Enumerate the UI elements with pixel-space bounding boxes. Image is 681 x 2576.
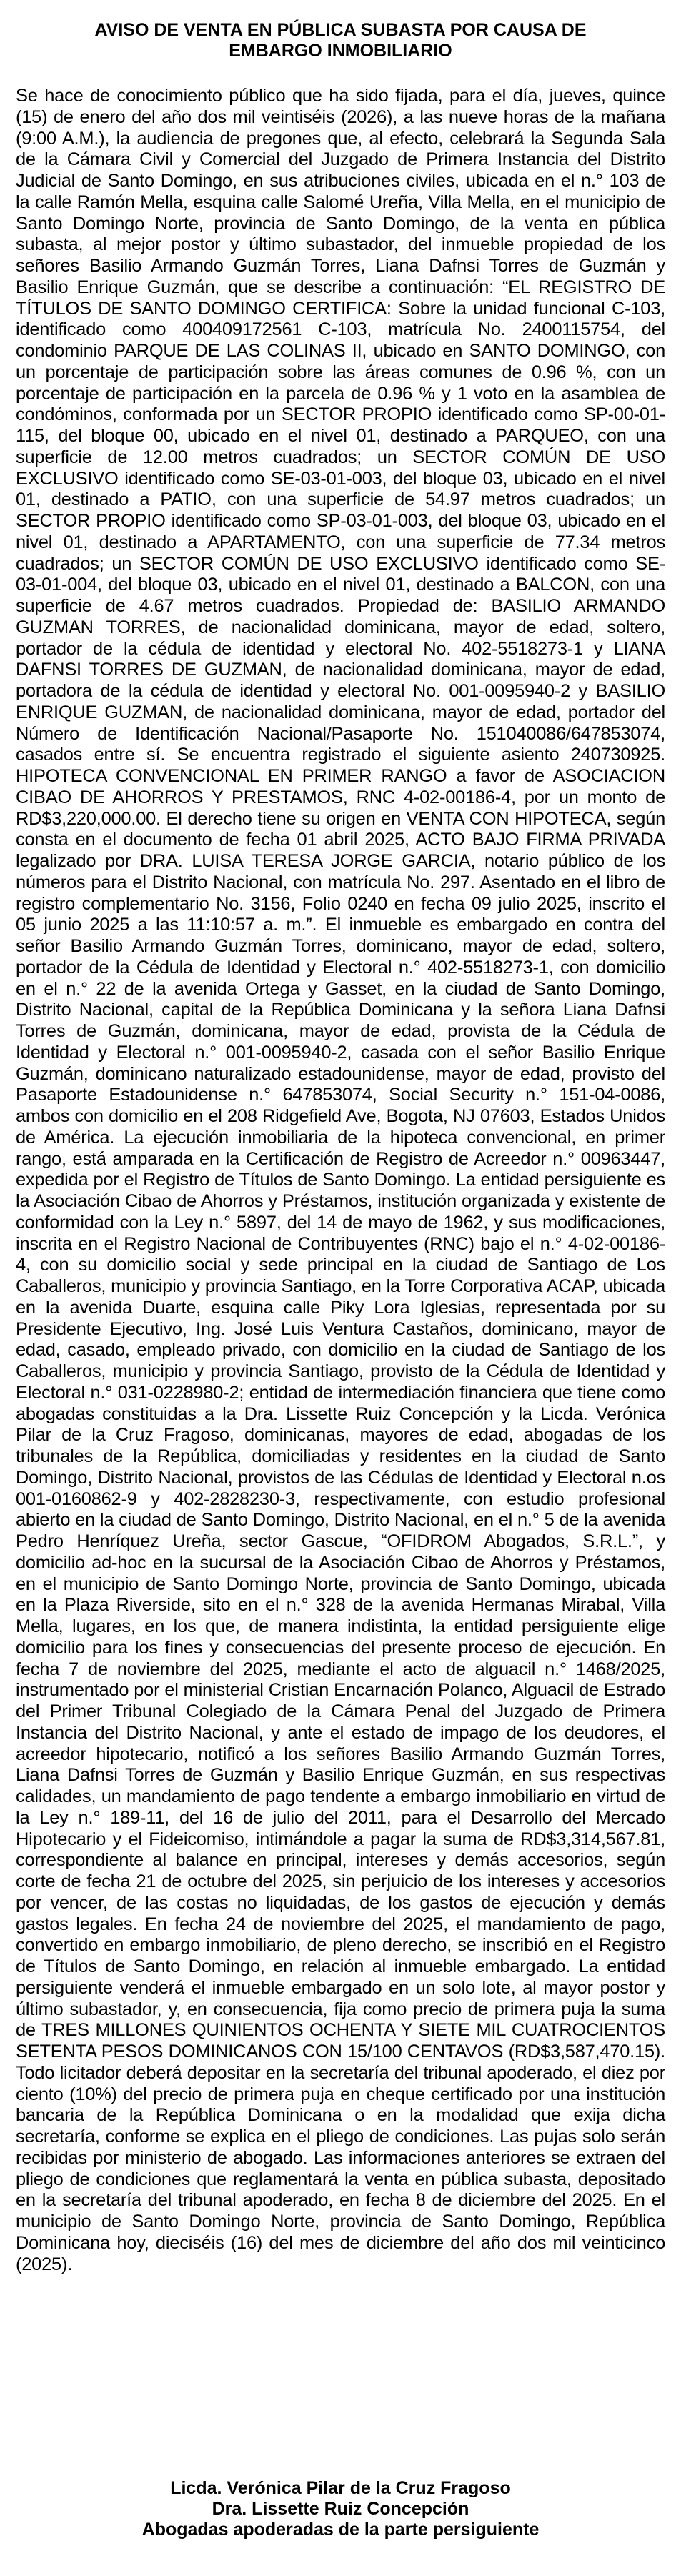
signatory-role: Abogadas apoderadas de la parte persiguiente: [141, 2520, 540, 2540]
notice-body: Se hace de conocimiento público que ha sido fijada, para el día, jueves, quince (15) de enero del año dos mil veintiséis (2026), a las nueve horas de la mañana (9:00 A.M.), la audiencia de pregones que, al efecto, celebrará la Segunda Sala de la Cámara Civil y Comercial del Juzgado de Primera Instancia del Distrito Judicial de Santo Domingo, en sus atribuciones civiles, ubicada en el n.° 103 de la calle Ramón Mella, esquina calle Salomé Ureña, Villa Mella, en el municipio de Santo Domingo Norte, provincia de Santo Domingo, de la venta en pública subasta, al mejor postor y último subastador, del inmueble propiedad de los señores Basilio Armando Guzmán Torres, Liana Dafnsi Torres de Guzmán y Basilio Enrique Guzmán, que se describe a continuación: “EL REGISTRO DE TÍTULOS DE SANTO DOMINGO CERTIFICA: Sobre la unidad funcional C-103, identificado como 400409172561 C-103, matrícula No. 2400115754, del condominio PARQUE DE LAS COLINAS II, ubicado en SANTO DOMINGO, con un porcentaje de participación sobre las áreas comunes de 0.96 %, con un porcentaje de participación en la parcela de 0.96 % y 1 voto en la asamblea de condóminos, conformada por un SECTOR PROPIO identificado como SP-00-01-115, del bloque 00, ubicado en el nivel 01, destinado a PARQUEO, con una superficie de 12.00 metros cuadrados; un SECTOR COMÚN DE USO EXCLUSIVO identificado como SE-03-01-003, del bloque 03, ubicado en el nivel 01, destinado a PATIO, con una superficie de 54.97 metros cuadrados; un SECTOR PROPIO identificado como SP-03-01-003, del bloque 03, ubicado en el nivel 01, destinado a APARTAMENTO, con una superficie de 77.34 metros cuadrados; un SECTOR COMÚN DE USO EXCLUSIVO identificado como SE-03-01-004, del bloque 03, ubicado en el nivel 01, destinado a BALCON, con una superficie de 4.67 metros cuadrados. Propiedad de: BASILIO ARMANDO GUZMAN TORRES, de nacionalidad dominicana, mayor de edad, soltero, portador de la cédula de identidad y electoral No. 402-5518273-1 y LIANA DAFNSI TORRES DE GUZMAN, de nacionalidad dominicana, mayor de edad, portadora de la cédula de identidad y electoral No. 001-0095940-2 y BASILIO ENRIQUE GUZMAN, de nacionalidad dominicana, mayor de edad, portador del Número de Identificación Nacional/Pasaporte No. 151040086/647853074, casados entre sí. Se encuentra registrado el siguiente asiento 240730925. HIPOTECA CONVENCIONAL EN PRIMER RANGO a favor de ASOCIACION CIBAO DE AHORROS Y PRESTAMOS, RNC 4-02-00186-4, por un monto de RD$3,220,000.00. El derecho tiene su origen en VENTA CON HIPOTECA, según consta en el documento de fecha 01 abril 2025, ACTO BAJO FIRMA PRIVADA legalizado por DRA. LUISA TERESA JORGE GARCIA, notario público de los números para el Distrito Nacional, con matrícula No. 297. Asentado en el libro de registro complementario No. 3156, Folio 0240 en fecha 09 julio 2025, inscrito el 05 junio 2025 a las 11:10:57 a. m.”. El inmueble es embargado en contra del señor Basilio Armando Guzmán Torres, dominicano, mayor de edad, soltero, portador de la Cédula de Identidad y Electoral n.° 402-5518273-1, con domicilio en el n.° 22 de la avenida Ortega y Gasset, en la ciudad de Santo Domingo, Distrito Nacional, capital de la República Dominicana y la señora Liana Dafnsi Torres de Guzmán, dominicana, mayor de edad, provista de la Cédula de Identidad y Electoral n.° 001-0095940-2, casada con el señor Basilio Enrique Guzmán, dominicano naturalizado estadounidense, mayor de edad, provisto del Pasaporte Estadounidense n.° 647853074, Social Security n.° 151-04-0086, ambos con domicilio en el 208 Ridgefield Ave, Bogota, NJ 07603, Estados Unidos de América. La ejecución inmobiliaria de la hipoteca convencional, en primer rango, está amparada en la Certificación de Registro de Acreedor n.° 00963447, expedida por el Registro de Títulos de Santo Domingo. La entidad persiguiente es la Asociación Cibao de Ahorros y Préstamos, institución organizada y existente de conformidad con la Ley n.° 5897, del 14 de mayo de 1962, y sus modificaciones, inscrita en el Registro Nacional de Contribuyentes (RNC) bajo el n.° 4-02-00186-4, con su domicilio social y sede principal en la ciudad de Santiago de Los Caballeros, municipio y provincia Santiago, en la Torre Corporativa ACAP, ubicada en la avenida Duarte, esquina calle Piky Lora Iglesias, representada por su Presidente Ejecutivo, Ing. José Luis Ventura Castaños, dominicano, mayor de edad, casado, empleado privado, con domicilio en la ciudad de Santiago de los Caballeros, municipio y provincia Santiago, provisto de la Cédula de Identidad y Electoral n.° 031-0228980-2; entidad de intermediación financiera que tiene como abogadas constituidas a la Dra. Lissette Ruiz Concepción y la Licda. Verónica Pilar de la Cruz Fragoso, dominicanas, mayores de edad, abogadas de los tribunales de la República, domiciliadas y residentes en la ciudad de Santo Domingo, Distrito Nacional, provistos de las Cédulas de Identidad y Electoral n.os 001-0160862-9 y 402-2828230-3, respectivamente, con estudio profesional abierto en la ciudad de Santo Domingo, Distrito Nacional, en el n.° 5 de la avenida Pedro Henríquez Ureña, sector Gascue, “OFIDROM Abogados, S.R.L.”, y domicilio ad-hoc en la sucursal de la Asociación Cibao de Ahorros y Préstamos, en el municipio de Santo Domingo Norte, provincia de Santo Domingo, ubicada en la Plaza Riverside, sito en el n.° 328 de la avenida Hermanas Mirabal, Villa Mella, lugares, en los que, de manera indistinta, la entidad persiguiente elige domicilio para los fines y consecuencias del presente proceso de ejecución. En fecha 7 de noviembre del 2025, mediante el acto de alguacil n.° 1468/2025, instrumentado por el ministerial Cristian Encarnación Polanco, Alguacil de Estrado del Primer Tribunal Colegiado de la Cámara Penal del Juzgado de Primera Instancia del Distrito Nacional, y ante el estado de impago de los deudores, el acreedor hipotecario, notificó a los señores Basilio Armando Guzmán Torres, Liana Dafnsi Torres de Guzmán y Basilio Enrique Guzmán, en sus respectivas calidades, un mandamiento de pago tendente a embargo inmobiliario en virtud de la Ley n.° 189-11, del 16 de julio del 2011, para el Desarrollo del Mercado Hipotecario y el Fideicomiso, intimándole a pagar la suma de RD$3,314,567.81, correspondiente al balance en principal, intereses y demás accesorios, según corte de fecha 21 de octubre del 2025, sin perjuicio de los intereses y accesorios por vencer, de las costas no liquidadas, de los gastos de ejecución y demás gastos legales. En fecha 24 de noviembre del 2025, el mandamiento de pago, convertido en embargo inmobiliario, de pleno derecho, se inscribió en el Registro de Títulos de Santo Domingo, en relación al inmueble embargado. La entidad persiguiente venderá el inmueble embargado en un solo lote, al mayor postor y último subastador, y, en consecuencia, fija como precio de primera puja la suma de TRES MILLONES QUINIENTOS OCHENTA Y SIETE MIL CUATROCIENTOS SETENTA PESOS DOMINICANOS CON 15/100 CENTAVOS (RD$3,587,470.15). Todo licitador deberá depositar en la secretaría del tribunal apoderado, el diez por ciento (10%) del precio de primera puja en cheque certificado por una institución bancaria de la República Dominicana o en la modalidad que exija dicha secretaría, conforme se explica en el pliego de condiciones. Las pujas solo serán recibidas por ministerio de abogado. Las informaciones anteriores se extraen del pliego de condiciones que reglamentará la venta en pública subasta, depositado en la secretaría del tribunal apoderado, en fecha 8 de diciembre del 2025. En el municipio de Santo Domingo Norte, provincia de Santo Domingo, República Dominicana hoy, dieciséis (16) del mes de diciembre del año dos mil veinticinco (2025).: [16, 86, 665, 2274]
notice-title: AVISO DE VENTA EN PÚBLICA SUBASTA POR CAUSA DE EMBARGO INMOBILIARIO: [94, 20, 587, 61]
signature-block: [16, 2478, 665, 2540]
signatory-name: Licda. Verónica Pilar de la Cruz Fragoso: [170, 2478, 511, 2498]
signatory-name: Dra. Lissette Ruiz Concepción: [212, 2499, 469, 2519]
